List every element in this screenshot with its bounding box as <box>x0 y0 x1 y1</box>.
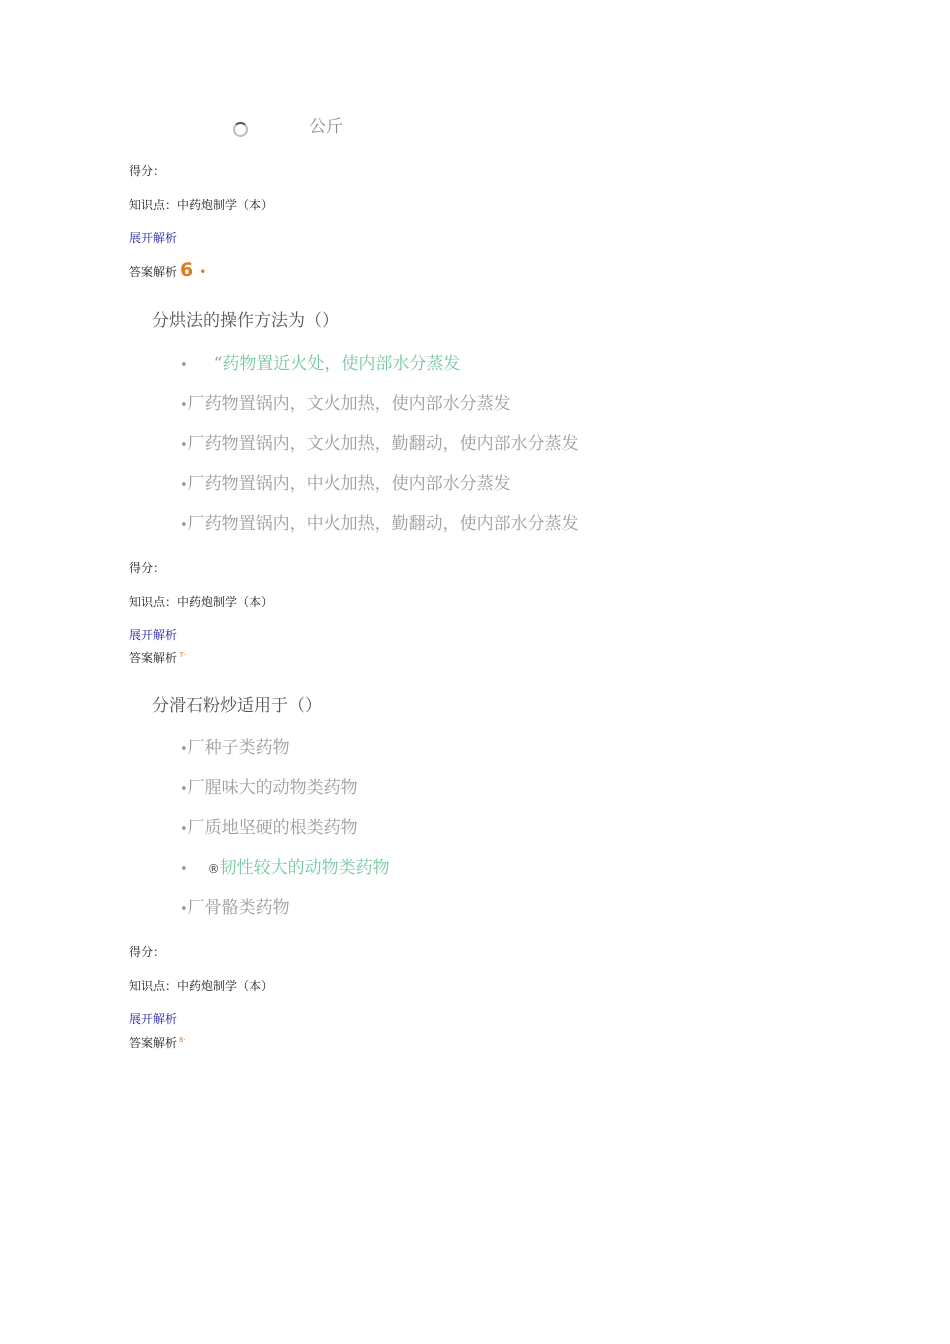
knowledge-value: 中药炮制学（本） <box>177 979 274 993</box>
bullet-icon: • <box>180 782 188 797</box>
option-marker: 厂 <box>187 898 205 918</box>
expand-analysis-link[interactable]: 展开解析 <box>129 628 178 642</box>
expand-analysis-link[interactable]: 展开解析 <box>129 1012 178 1026</box>
question-number: 7 <box>179 651 184 659</box>
score-label: 得分： <box>129 561 166 575</box>
option-marker: 厂 <box>187 818 205 838</box>
option-marker: “ <box>213 354 223 374</box>
option-row[interactable] <box>180 856 390 880</box>
option-marker: 厂 <box>187 514 205 534</box>
knowledge-prefix: 知识点： <box>129 198 178 212</box>
option-row[interactable] <box>180 896 290 920</box>
knowledge-prefix: 知识点： <box>129 979 178 993</box>
answer-analysis-label: 答案解析 <box>129 1036 178 1050</box>
option-text-correct: 韧性较大的动物类药物 <box>219 858 390 878</box>
option-row[interactable] <box>180 512 579 536</box>
question-number: 8 <box>179 1036 184 1044</box>
option-text: 药物置锅内，文火加热，勤翻动，使内部水分蒸发 <box>204 434 579 454</box>
knowledge-prefix: 知识点： <box>129 595 178 609</box>
question-text: 分烘法的操作方法为（） <box>152 311 339 331</box>
option-row[interactable] <box>180 432 579 456</box>
option-row[interactable] <box>180 736 290 760</box>
bullet-icon: • <box>180 822 188 837</box>
knowledge-point <box>129 594 273 610</box>
option-text-correct: 药物置近火处，使内部水分蒸发 <box>222 354 461 374</box>
question-number-dot: · <box>183 651 186 659</box>
bullet-icon: • <box>180 742 188 757</box>
answer-analysis-label: 答案解析 <box>129 265 178 279</box>
question-text: 分滑石粉炒适用于（） <box>152 696 322 716</box>
option-marker: 厂 <box>187 394 205 414</box>
knowledge-value: 中药炮制学（本） <box>177 198 274 212</box>
option-marker: 厂 <box>187 738 205 758</box>
option-row[interactable] <box>180 472 511 496</box>
option-row[interactable] <box>180 776 358 800</box>
bullet-icon: • <box>180 358 188 373</box>
bullet-icon: • <box>180 398 188 413</box>
score-label: 得分： <box>129 945 166 959</box>
bullet-icon: • <box>180 862 188 877</box>
option-text: 种子类药物 <box>204 738 290 758</box>
bullet-icon: • <box>180 518 188 533</box>
option-text: 药物置锅内，中火加热，使内部水分蒸发 <box>204 474 511 494</box>
loading-spinner-icon <box>233 122 248 137</box>
option-text: 质地坚硬的根类药物 <box>204 818 358 838</box>
answer-analysis-heading <box>129 647 186 666</box>
option-text: 药物置锅内，中火加热，勤翻动，使内部水分蒸发 <box>204 514 579 534</box>
answer-analysis-label: 答案解析 <box>129 651 178 665</box>
option-text: 骨骼类药物 <box>204 898 290 918</box>
option-text: 腥味大的动物类药物 <box>204 778 358 798</box>
option-row[interactable] <box>180 392 511 416</box>
bullet-icon: • <box>180 902 188 917</box>
option-text: 药物置锅内，文火加热，使内部水分蒸发 <box>204 394 511 414</box>
option-marker: 厂 <box>187 474 205 494</box>
option-row[interactable] <box>180 816 358 840</box>
unit-label: 公斤 <box>309 117 343 137</box>
option-marker: 厂 <box>187 434 205 454</box>
radio-selected-icon: ® <box>207 862 220 876</box>
question-number-dot: · <box>183 1036 186 1044</box>
knowledge-value: 中药炮制学（本） <box>177 595 274 609</box>
expand-analysis-link[interactable]: 展开解析 <box>129 231 178 245</box>
question-number-dot: • <box>199 265 207 279</box>
answer-analysis-heading <box>129 1032 186 1051</box>
question-number: 6 <box>180 259 194 281</box>
option-row[interactable] <box>180 352 460 376</box>
answer-analysis-heading <box>129 259 206 281</box>
bullet-icon: • <box>180 438 188 453</box>
option-marker: 厂 <box>187 778 205 798</box>
knowledge-point <box>129 978 273 994</box>
knowledge-point <box>129 197 273 213</box>
bullet-icon: • <box>180 478 188 493</box>
score-label: 得分： <box>129 164 166 178</box>
